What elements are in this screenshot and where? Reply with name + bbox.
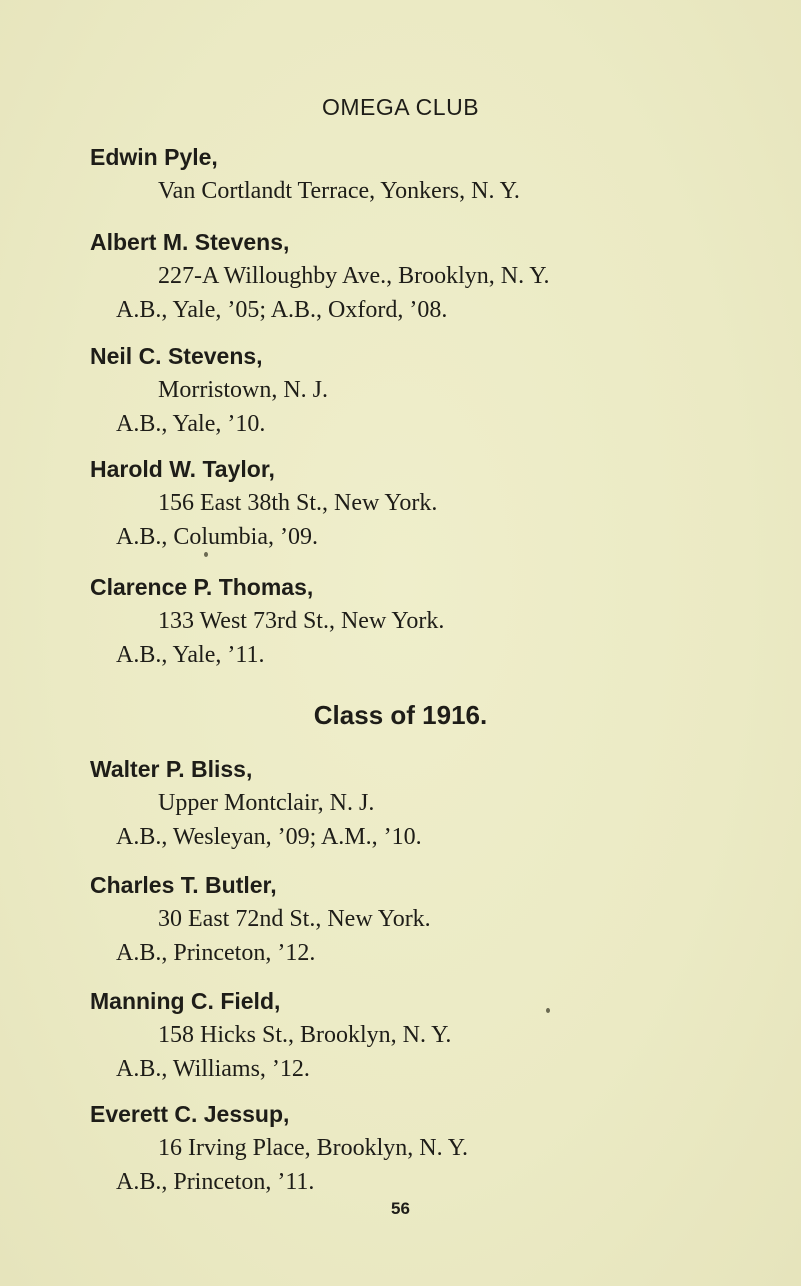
member-name: Charles T. Butler, xyxy=(90,872,277,898)
member-name: Edwin Pyle, xyxy=(90,144,218,170)
member-degree: A.B., Columbia, ’09. xyxy=(116,524,318,550)
member-degree: A.B., Wesleyan, ’09; A.M., ’10. xyxy=(116,824,422,850)
member-degree: A.B., Yale, ’10. xyxy=(116,411,266,437)
member-name: Manning C. Field, xyxy=(90,988,281,1014)
member-address: Upper Montclair, N. J. xyxy=(158,790,375,816)
member-entry xyxy=(90,984,770,1086)
member-name: Clarence P. Thomas, xyxy=(90,574,314,600)
member-entry xyxy=(90,1097,770,1199)
member-entry xyxy=(90,452,770,554)
ink-speck xyxy=(204,552,208,557)
member-address: Van Cortlandt Terrace, Yonkers, N. Y. xyxy=(158,178,520,204)
member-address: 30 East 72nd St., New York. xyxy=(158,906,431,932)
running-head: OMEGA CLUB xyxy=(321,94,480,120)
member-name: Everett C. Jessup, xyxy=(90,1101,290,1127)
member-entry xyxy=(90,339,770,441)
member-entry xyxy=(90,868,770,970)
member-address: 133 West 73rd St., New York. xyxy=(158,608,445,634)
member-entry xyxy=(90,570,770,672)
member-address: 156 East 38th St., New York. xyxy=(158,490,438,516)
member-degree: A.B., Yale, ’11. xyxy=(116,642,265,668)
ink-speck xyxy=(546,1008,550,1013)
member-degree: A.B., Princeton, ’12. xyxy=(116,940,316,966)
member-degree: A.B., Yale, ’05; A.B., Oxford, ’08. xyxy=(116,297,448,323)
member-address: 16 Irving Place, Brooklyn, N. Y. xyxy=(158,1135,468,1161)
member-entry xyxy=(90,225,770,327)
member-entry xyxy=(90,140,770,208)
member-name: Neil C. Stevens, xyxy=(90,343,263,369)
member-degree: A.B., Princeton, ’11. xyxy=(116,1169,315,1195)
page-number: 56 xyxy=(391,1199,410,1218)
member-address: Morristown, N. J. xyxy=(158,377,329,403)
member-address: 227-A Willoughby Ave., Brooklyn, N. Y. xyxy=(158,263,550,289)
class-heading: Class of 1916. xyxy=(313,700,488,730)
member-entry xyxy=(90,752,770,854)
member-address: 158 Hicks St., Brooklyn, N. Y. xyxy=(158,1022,452,1048)
member-name: Walter P. Bliss, xyxy=(90,756,253,782)
member-name: Albert M. Stevens, xyxy=(90,229,290,255)
member-name: Harold W. Taylor, xyxy=(90,456,275,482)
member-degree: A.B., Williams, ’12. xyxy=(116,1056,310,1082)
